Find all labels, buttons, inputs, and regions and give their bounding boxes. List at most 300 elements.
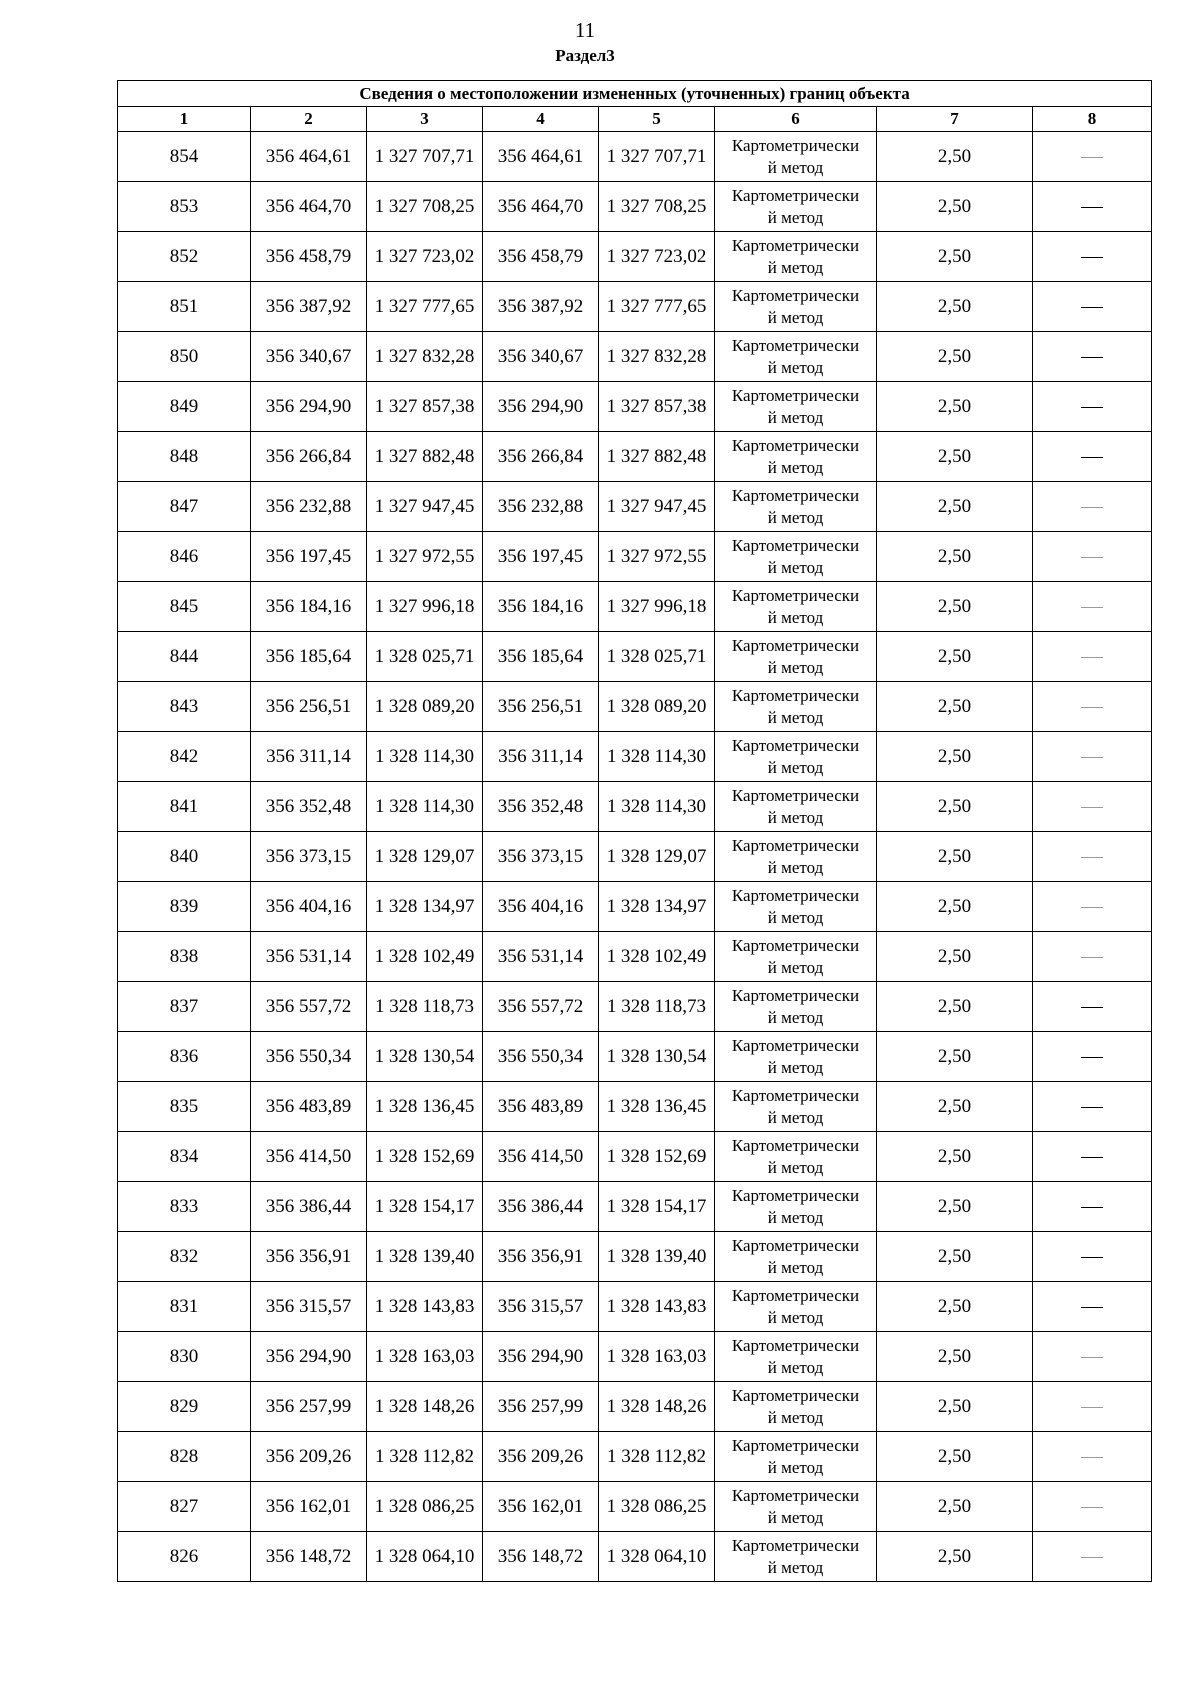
method-line: й метод [767, 457, 824, 477]
accuracy-cell: 2,50 [877, 482, 1033, 532]
point-number-cell: 837 [118, 982, 251, 1032]
existing-x-cell: 356 162,01 [251, 1482, 367, 1532]
accuracy-cell: 2,50 [877, 332, 1033, 382]
existing-x-cell: 356 294,90 [251, 1332, 367, 1382]
existing-y-cell: 1 328 118,73 [367, 982, 483, 1032]
method-cell [715, 782, 877, 832]
point-number-cell: 847 [118, 482, 251, 532]
dash-mark [1081, 1557, 1103, 1558]
accuracy-cell: 2,50 [877, 582, 1033, 632]
method-line: Картометрически [731, 885, 860, 905]
description-cell [1033, 982, 1152, 1032]
table-row [118, 1532, 1152, 1582]
page-number: 11 [574, 18, 596, 42]
description-cell [1033, 582, 1152, 632]
method-line: й метод [767, 1457, 824, 1477]
description-cell [1033, 1232, 1152, 1282]
dash-mark [1081, 1057, 1103, 1058]
point-number-cell: 834 [118, 1132, 251, 1182]
description-cell [1033, 282, 1152, 332]
table-row [118, 1382, 1152, 1432]
existing-y-cell: 1 327 707,71 [367, 132, 483, 182]
point-number-cell: 829 [118, 1382, 251, 1432]
existing-x-cell: 356 257,99 [251, 1382, 367, 1432]
method-cell [715, 1032, 877, 1082]
column-number: 7 [877, 107, 1033, 132]
table-row [118, 832, 1152, 882]
dash-mark [1081, 957, 1103, 958]
dash-mark [1081, 1157, 1103, 1158]
description-cell [1033, 332, 1152, 382]
table-row [118, 132, 1152, 182]
method-cell [715, 532, 877, 582]
dash-mark [1081, 457, 1103, 458]
accuracy-cell: 2,50 [877, 1232, 1033, 1282]
method-line: Картометрически [731, 385, 860, 405]
dash-mark [1081, 1307, 1103, 1308]
updated-x-cell: 356 373,15 [483, 832, 599, 882]
method-line: й метод [767, 157, 824, 177]
updated-y-cell: 1 327 947,45 [599, 482, 715, 532]
table-row [118, 1132, 1152, 1182]
existing-x-cell: 356 464,61 [251, 132, 367, 182]
method-cell [715, 1532, 877, 1582]
description-cell [1033, 632, 1152, 682]
description-cell [1033, 932, 1152, 982]
updated-x-cell: 356 458,79 [483, 232, 599, 282]
column-number: 8 [1033, 107, 1152, 132]
existing-y-cell: 1 328 102,49 [367, 932, 483, 982]
existing-y-cell: 1 327 947,45 [367, 482, 483, 532]
existing-y-cell: 1 328 136,45 [367, 1082, 483, 1132]
point-number-cell: 846 [118, 532, 251, 582]
point-number-cell: 830 [118, 1332, 251, 1382]
method-line: й метод [767, 1357, 824, 1377]
method-cell [715, 482, 877, 532]
updated-y-cell: 1 328 102,49 [599, 932, 715, 982]
updated-y-cell: 1 327 857,38 [599, 382, 715, 432]
method-line: Картометрически [731, 235, 860, 255]
method-line: й метод [767, 1107, 824, 1127]
method-line: й метод [767, 857, 824, 877]
table-row [118, 682, 1152, 732]
updated-y-cell: 1 328 130,54 [599, 1032, 715, 1082]
column-number: 6 [715, 107, 877, 132]
table-row [118, 882, 1152, 932]
method-line: Картометрически [731, 635, 860, 655]
description-cell [1033, 782, 1152, 832]
method-line: й метод [767, 557, 824, 577]
point-number-cell: 841 [118, 782, 251, 832]
accuracy-cell: 2,50 [877, 982, 1033, 1032]
updated-y-cell: 1 327 708,25 [599, 182, 715, 232]
existing-y-cell: 1 327 723,02 [367, 232, 483, 282]
updated-y-cell: 1 328 114,30 [599, 732, 715, 782]
accuracy-cell: 2,50 [877, 1132, 1033, 1182]
dash-mark [1081, 1007, 1103, 1008]
existing-y-cell: 1 328 148,26 [367, 1382, 483, 1432]
method-cell [715, 832, 877, 882]
updated-y-cell: 1 328 086,25 [599, 1482, 715, 1532]
table-body [118, 132, 1152, 1582]
method-line: й метод [767, 357, 824, 377]
table-row [118, 382, 1152, 432]
method-line: Картометрически [731, 1435, 860, 1455]
accuracy-cell: 2,50 [877, 782, 1033, 832]
method-cell [715, 332, 877, 382]
table-row [118, 1482, 1152, 1532]
point-number-cell: 849 [118, 382, 251, 432]
existing-x-cell: 356 464,70 [251, 182, 367, 232]
accuracy-cell: 2,50 [877, 682, 1033, 732]
existing-y-cell: 1 327 777,65 [367, 282, 483, 332]
existing-y-cell: 1 327 857,38 [367, 382, 483, 432]
table-row [118, 1432, 1152, 1482]
dash-mark [1081, 407, 1103, 408]
existing-y-cell: 1 328 143,83 [367, 1282, 483, 1332]
section-title: Раздел3 [555, 46, 615, 65]
point-number-cell: 842 [118, 732, 251, 782]
updated-y-cell: 1 327 832,28 [599, 332, 715, 382]
updated-y-cell: 1 327 882,48 [599, 432, 715, 482]
column-number: 2 [251, 107, 367, 132]
updated-y-cell: 1 328 025,71 [599, 632, 715, 682]
method-line: й метод [767, 307, 824, 327]
method-cell [715, 1282, 877, 1332]
existing-x-cell: 356 185,64 [251, 632, 367, 682]
method-line: й метод [767, 607, 824, 627]
table-row [118, 1232, 1152, 1282]
table-row [118, 182, 1152, 232]
existing-y-cell: 1 328 025,71 [367, 632, 483, 682]
method-line: й метод [767, 1007, 824, 1027]
existing-x-cell: 356 340,67 [251, 332, 367, 382]
method-cell [715, 682, 877, 732]
accuracy-cell: 2,50 [877, 1282, 1033, 1332]
existing-x-cell: 356 311,14 [251, 732, 367, 782]
dash-mark [1081, 607, 1103, 608]
accuracy-cell: 2,50 [877, 1532, 1033, 1582]
method-line: Картометрически [731, 785, 860, 805]
existing-x-cell: 356 232,88 [251, 482, 367, 532]
method-cell [715, 432, 877, 482]
existing-x-cell: 356 550,34 [251, 1032, 367, 1082]
point-number-cell: 831 [118, 1282, 251, 1332]
dash-mark [1081, 1357, 1103, 1358]
method-cell [715, 1182, 877, 1232]
existing-y-cell: 1 328 086,25 [367, 1482, 483, 1532]
existing-x-cell: 356 531,14 [251, 932, 367, 982]
updated-x-cell: 356 311,14 [483, 732, 599, 782]
updated-y-cell: 1 328 089,20 [599, 682, 715, 732]
point-number-cell: 850 [118, 332, 251, 382]
description-cell [1033, 682, 1152, 732]
existing-x-cell: 356 266,84 [251, 432, 367, 482]
accuracy-cell: 2,50 [877, 1082, 1033, 1132]
existing-y-cell: 1 328 064,10 [367, 1532, 483, 1582]
existing-x-cell: 356 404,16 [251, 882, 367, 932]
existing-x-cell: 356 386,44 [251, 1182, 367, 1232]
accuracy-cell: 2,50 [877, 632, 1033, 682]
dash-mark [1081, 1457, 1103, 1458]
existing-y-cell: 1 327 708,25 [367, 182, 483, 232]
point-number-cell: 838 [118, 932, 251, 982]
description-cell [1033, 1182, 1152, 1232]
existing-y-cell: 1 328 130,54 [367, 1032, 483, 1082]
existing-y-cell: 1 328 163,03 [367, 1332, 483, 1382]
updated-y-cell: 1 328 114,30 [599, 782, 715, 832]
method-cell [715, 232, 877, 282]
method-line: й метод [767, 1257, 824, 1277]
method-cell [715, 1432, 877, 1482]
method-line: й метод [767, 1057, 824, 1077]
existing-y-cell: 1 328 089,20 [367, 682, 483, 732]
existing-x-cell: 356 373,15 [251, 832, 367, 882]
method-line: Картометрически [731, 485, 860, 505]
method-line: й метод [767, 757, 824, 777]
updated-x-cell: 356 404,16 [483, 882, 599, 932]
point-number-cell: 843 [118, 682, 251, 732]
accuracy-cell: 2,50 [877, 882, 1033, 932]
dash-mark [1081, 907, 1103, 908]
updated-y-cell: 1 328 143,83 [599, 1282, 715, 1332]
description-cell [1033, 532, 1152, 582]
updated-x-cell: 356 185,64 [483, 632, 599, 682]
accuracy-cell: 2,50 [877, 282, 1033, 332]
table-row [118, 282, 1152, 332]
method-cell [715, 1232, 877, 1282]
point-number-cell: 832 [118, 1232, 251, 1282]
method-line: Картометрически [731, 335, 860, 355]
method-line: Картометрически [731, 535, 860, 555]
point-number-cell: 854 [118, 132, 251, 182]
dash-mark [1081, 657, 1103, 658]
method-cell [715, 882, 877, 932]
method-cell [715, 132, 877, 182]
table-row [118, 232, 1152, 282]
updated-x-cell: 356 184,16 [483, 582, 599, 632]
updated-x-cell: 356 557,72 [483, 982, 599, 1032]
method-line: й метод [767, 1307, 824, 1327]
table-row [118, 782, 1152, 832]
accuracy-cell: 2,50 [877, 382, 1033, 432]
dash-mark [1081, 257, 1103, 258]
updated-x-cell: 356 414,50 [483, 1132, 599, 1182]
updated-x-cell: 356 315,57 [483, 1282, 599, 1332]
accuracy-cell: 2,50 [877, 432, 1033, 482]
accuracy-cell: 2,50 [877, 1482, 1033, 1532]
method-line: Картометрически [731, 185, 860, 205]
method-line: й метод [767, 907, 824, 927]
method-line: Картометрически [731, 1535, 860, 1555]
description-cell [1033, 1332, 1152, 1382]
existing-x-cell: 356 483,89 [251, 1082, 367, 1132]
method-cell [715, 1132, 877, 1182]
existing-x-cell: 356 197,45 [251, 532, 367, 582]
existing-y-cell: 1 327 972,55 [367, 532, 483, 582]
updated-x-cell: 356 464,61 [483, 132, 599, 182]
table-row [118, 532, 1152, 582]
updated-y-cell: 1 328 148,26 [599, 1382, 715, 1432]
method-line: й метод [767, 207, 824, 227]
table-row [118, 1082, 1152, 1132]
column-number: 3 [367, 107, 483, 132]
existing-x-cell: 356 294,90 [251, 382, 367, 432]
table-caption-row [118, 81, 1152, 107]
updated-x-cell: 356 387,92 [483, 282, 599, 332]
updated-x-cell: 356 464,70 [483, 182, 599, 232]
description-cell [1033, 232, 1152, 282]
dash-mark [1081, 357, 1103, 358]
point-number-cell: 853 [118, 182, 251, 232]
updated-y-cell: 1 327 707,71 [599, 132, 715, 182]
updated-y-cell: 1 328 112,82 [599, 1432, 715, 1482]
dash-mark [1081, 857, 1103, 858]
dash-mark [1081, 1407, 1103, 1408]
method-line: Картометрически [731, 985, 860, 1005]
description-cell [1033, 382, 1152, 432]
updated-x-cell: 356 162,01 [483, 1482, 599, 1532]
updated-x-cell: 356 148,72 [483, 1532, 599, 1582]
point-number-cell: 828 [118, 1432, 251, 1482]
accuracy-cell: 2,50 [877, 532, 1033, 582]
existing-y-cell: 1 328 139,40 [367, 1232, 483, 1282]
updated-x-cell: 356 550,34 [483, 1032, 599, 1082]
updated-x-cell: 356 386,44 [483, 1182, 599, 1232]
updated-x-cell: 356 294,90 [483, 1332, 599, 1382]
description-cell [1033, 732, 1152, 782]
updated-y-cell: 1 328 129,07 [599, 832, 715, 882]
table-row [118, 432, 1152, 482]
updated-y-cell: 1 328 118,73 [599, 982, 715, 1032]
method-line: Картометрически [731, 585, 860, 605]
table-row [118, 982, 1152, 1032]
method-cell [715, 1382, 877, 1432]
updated-y-cell: 1 328 139,40 [599, 1232, 715, 1282]
existing-y-cell: 1 328 112,82 [367, 1432, 483, 1482]
dash-mark [1081, 507, 1103, 508]
updated-x-cell: 356 531,14 [483, 932, 599, 982]
updated-y-cell: 1 327 972,55 [599, 532, 715, 582]
point-number-cell: 839 [118, 882, 251, 932]
updated-x-cell: 356 340,67 [483, 332, 599, 382]
method-line: Картометрически [731, 1085, 860, 1105]
method-line: Картометрически [731, 1335, 860, 1355]
updated-x-cell: 356 209,26 [483, 1432, 599, 1482]
accuracy-cell: 2,50 [877, 732, 1033, 782]
description-cell [1033, 482, 1152, 532]
table-row [118, 632, 1152, 682]
method-cell [715, 1482, 877, 1532]
updated-x-cell: 356 356,91 [483, 1232, 599, 1282]
point-number-cell: 827 [118, 1482, 251, 1532]
table-row [118, 332, 1152, 382]
method-cell [715, 1332, 877, 1382]
updated-y-cell: 1 328 064,10 [599, 1532, 715, 1582]
existing-x-cell: 356 315,57 [251, 1282, 367, 1332]
method-cell [715, 282, 877, 332]
method-cell [715, 932, 877, 982]
accuracy-cell: 2,50 [877, 1182, 1033, 1232]
accuracy-cell: 2,50 [877, 1332, 1033, 1382]
table-row [118, 482, 1152, 532]
method-line: й метод [767, 407, 824, 427]
method-line: Картометрически [731, 685, 860, 705]
dash-mark [1081, 707, 1103, 708]
table-row [118, 1182, 1152, 1232]
method-line: й метод [767, 507, 824, 527]
method-line: й метод [767, 1407, 824, 1427]
updated-y-cell: 1 327 723,02 [599, 232, 715, 282]
column-number: 4 [483, 107, 599, 132]
accuracy-cell: 2,50 [877, 932, 1033, 982]
method-line: Картометрически [731, 435, 860, 455]
column-number: 5 [599, 107, 715, 132]
existing-y-cell: 1 327 882,48 [367, 432, 483, 482]
dash-mark [1081, 557, 1103, 558]
method-line: Картометрически [731, 1385, 860, 1405]
method-cell [715, 1082, 877, 1132]
method-line: Картометрически [731, 1135, 860, 1155]
description-cell [1033, 1382, 1152, 1432]
description-cell [1033, 1282, 1152, 1332]
method-cell [715, 182, 877, 232]
description-cell [1033, 1132, 1152, 1182]
table-row [118, 1282, 1152, 1332]
point-number-cell: 826 [118, 1532, 251, 1582]
point-number-cell: 848 [118, 432, 251, 482]
description-cell [1033, 1032, 1152, 1082]
method-line: й метод [767, 1557, 824, 1577]
table-row [118, 932, 1152, 982]
dash-mark [1081, 757, 1103, 758]
accuracy-cell: 2,50 [877, 832, 1033, 882]
method-line: й метод [767, 1207, 824, 1227]
existing-x-cell: 356 387,92 [251, 282, 367, 332]
dash-mark [1081, 157, 1103, 158]
method-cell [715, 732, 877, 782]
point-number-cell: 836 [118, 1032, 251, 1082]
point-number-cell: 833 [118, 1182, 251, 1232]
dash-mark [1081, 1507, 1103, 1508]
accuracy-cell: 2,50 [877, 1432, 1033, 1482]
method-line: й метод [767, 657, 824, 677]
method-line: Картометрически [731, 285, 860, 305]
existing-y-cell: 1 328 152,69 [367, 1132, 483, 1182]
method-cell [715, 632, 877, 682]
method-line: Картометрически [731, 935, 860, 955]
existing-x-cell: 356 256,51 [251, 682, 367, 732]
method-line: Картометрически [731, 1235, 860, 1255]
dash-mark [1081, 1207, 1103, 1208]
method-line: й метод [767, 807, 824, 827]
method-line: Картометрически [731, 1285, 860, 1305]
point-number-cell: 840 [118, 832, 251, 882]
boundary-coordinates-table [117, 80, 1152, 1582]
method-cell [715, 982, 877, 1032]
updated-x-cell: 356 256,51 [483, 682, 599, 732]
dash-mark [1081, 1107, 1103, 1108]
table-row [118, 1332, 1152, 1382]
dash-mark [1081, 807, 1103, 808]
description-cell [1033, 1082, 1152, 1132]
method-line: Картометрически [731, 1035, 860, 1055]
updated-x-cell: 356 483,89 [483, 1082, 599, 1132]
existing-x-cell: 356 557,72 [251, 982, 367, 1032]
description-cell [1033, 832, 1152, 882]
method-line: й метод [767, 707, 824, 727]
point-number-cell: 845 [118, 582, 251, 632]
